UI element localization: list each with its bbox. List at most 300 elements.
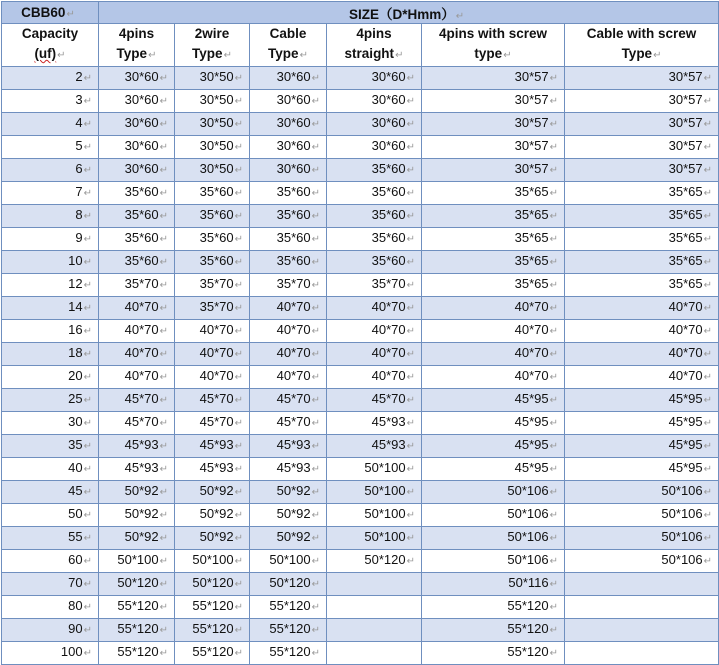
size-cell — [327, 228, 422, 251]
paragraph-mark-icon: ↵ — [311, 556, 320, 567]
model-cell — [2, 2, 99, 24]
paragraph-mark-icon: ↵ — [159, 395, 168, 406]
size-cell — [175, 389, 250, 412]
column-header-text: Type — [192, 46, 223, 61]
cell-value: 6 — [75, 161, 83, 176]
size-cell — [250, 228, 327, 251]
size-cell — [327, 642, 422, 665]
cell-value: 50*120 — [192, 575, 234, 590]
cell-value: 30 — [68, 414, 83, 429]
cell-value: 50*106 — [661, 506, 703, 521]
size-cell — [565, 182, 719, 205]
cell-value: 45 — [68, 483, 83, 498]
cell-value: 35*65 — [514, 253, 549, 268]
column-header-line2 — [424, 44, 562, 66]
capacity-cell — [2, 458, 99, 481]
size-cell — [327, 343, 422, 366]
paragraph-mark-icon: ↵ — [83, 533, 92, 544]
cell-value: 35*60 — [199, 230, 234, 245]
paragraph-mark-icon: ↵ — [159, 349, 168, 360]
size-cell — [250, 297, 327, 320]
column-header-line1: Cable with screw — [586, 26, 697, 41]
size-cell — [175, 136, 250, 159]
size-cell — [99, 642, 175, 665]
column-header-text: Type — [268, 46, 299, 61]
cell-value: 30*50 — [199, 115, 234, 130]
capacity-cell — [2, 228, 99, 251]
paragraph-mark-icon: ↵ — [159, 510, 168, 521]
paragraph-mark-icon: ↵ — [311, 372, 320, 383]
table-row — [2, 113, 719, 136]
cell-value: 45*93 — [124, 460, 159, 475]
cell-value: 50*92 — [276, 483, 311, 498]
size-cell — [565, 619, 719, 642]
size-cell — [99, 550, 175, 573]
cell-value: 45*93 — [371, 414, 406, 429]
size-cell — [99, 297, 175, 320]
paragraph-mark-icon: ↵ — [234, 418, 243, 429]
size-cell — [99, 596, 175, 619]
paragraph-mark-icon: ↵ — [703, 418, 713, 429]
size-cell — [422, 136, 565, 159]
cell-value: 40*70 — [668, 322, 703, 337]
capacity-cell — [2, 343, 99, 366]
cell-value: 35*60 — [124, 184, 159, 199]
paragraph-mark-icon: ↵ — [159, 648, 168, 659]
paragraph-mark-icon: ↵ — [549, 510, 558, 521]
column-header-line2 — [177, 44, 247, 66]
cell-value: 35*65 — [668, 207, 703, 222]
capacity-cell — [2, 297, 99, 320]
paragraph-mark-icon: ↵ — [159, 234, 168, 245]
size-cell — [327, 90, 422, 113]
column-header-line1: 2wire — [194, 26, 230, 41]
column-header-line2 — [329, 44, 419, 66]
table-row — [2, 458, 719, 481]
paragraph-mark-icon: ↵ — [549, 464, 558, 475]
table-row — [2, 67, 719, 90]
cell-value: 45*95 — [514, 414, 549, 429]
cell-value: 50*92 — [124, 483, 159, 498]
cell-value: 30*57 — [514, 161, 549, 176]
cell-value: 45*70 — [199, 414, 234, 429]
size-cell — [99, 458, 175, 481]
paragraph-mark-icon: ↵ — [703, 119, 713, 130]
cell-value: 50*120 — [117, 575, 159, 590]
size-cell — [422, 389, 565, 412]
size-cell — [99, 481, 175, 504]
size-cell — [422, 320, 565, 343]
paragraph-mark-icon: ↵ — [406, 188, 415, 199]
size-cell — [422, 573, 565, 596]
size-cell — [565, 435, 719, 458]
size-cell — [175, 596, 250, 619]
model-label: CBB60 — [21, 5, 66, 20]
paragraph-mark-icon: ↵ — [83, 165, 92, 176]
paragraph-mark-icon: ↵ — [653, 50, 662, 61]
paragraph-mark-icon: ↵ — [159, 372, 168, 383]
paragraph-mark-icon: ↵ — [159, 418, 168, 429]
size-cell — [99, 435, 175, 458]
cell-value: 60 — [68, 552, 83, 567]
size-cell — [327, 136, 422, 159]
cell-value: 30*60 — [371, 92, 406, 107]
cell-value: 35*60 — [276, 253, 311, 268]
paragraph-mark-icon: ↵ — [549, 303, 558, 314]
paragraph-mark-icon: ↵ — [234, 441, 243, 452]
cell-value: 35*60 — [124, 230, 159, 245]
column-header-line2 — [252, 44, 324, 66]
paragraph-mark-icon: ↵ — [703, 142, 713, 153]
cell-value: 3 — [75, 92, 83, 107]
size-cell — [250, 159, 327, 182]
table-row — [2, 504, 719, 527]
table-row — [2, 573, 719, 596]
cell-value: 30*60 — [371, 115, 406, 130]
paragraph-mark-icon: ↵ — [406, 211, 415, 222]
cell-value: 35*60 — [371, 161, 406, 176]
capacity-cell — [2, 619, 99, 642]
cell-value: 35*70 — [371, 276, 406, 291]
size-cell — [327, 182, 422, 205]
paragraph-mark-icon: ↵ — [703, 533, 713, 544]
size-cell — [565, 274, 719, 297]
paragraph-mark-icon: ↵ — [406, 395, 415, 406]
paragraph-mark-icon: ↵ — [311, 280, 320, 291]
paragraph-mark-icon: ↵ — [503, 50, 512, 61]
cell-value: 30*50 — [199, 161, 234, 176]
size-cell — [565, 297, 719, 320]
paragraph-mark-icon: ↵ — [83, 625, 92, 636]
size-cell — [422, 90, 565, 113]
cell-value: 35*60 — [124, 253, 159, 268]
paragraph-mark-icon: ↵ — [311, 418, 320, 429]
paragraph-mark-icon: ↵ — [311, 188, 320, 199]
paragraph-mark-icon: ↵ — [406, 556, 415, 567]
size-cell — [422, 619, 565, 642]
paragraph-mark-icon: ↵ — [83, 464, 92, 475]
cell-value: 45*93 — [199, 437, 234, 452]
cell-value: 10 — [68, 253, 83, 268]
size-cell — [327, 297, 422, 320]
column-header-text: Type — [621, 46, 653, 61]
size-cell — [175, 274, 250, 297]
size-cell — [175, 90, 250, 113]
cell-value: 45*93 — [276, 460, 311, 475]
paragraph-mark-icon: ↵ — [549, 372, 558, 383]
paragraph-mark-icon: ↵ — [159, 326, 168, 337]
paragraph-mark-icon: ↵ — [83, 556, 92, 567]
cell-value: 45*70 — [124, 391, 159, 406]
paragraph-mark-icon: ↵ — [311, 533, 320, 544]
paragraph-mark-icon: ↵ — [703, 441, 713, 452]
cell-value: 55*120 — [269, 598, 311, 613]
table-row — [2, 366, 719, 389]
cell-value: 30*57 — [514, 92, 549, 107]
paragraph-mark-icon: ↵ — [406, 464, 415, 475]
paragraph-mark-icon: ↵ — [703, 510, 713, 521]
cell-value: 45*95 — [514, 437, 549, 452]
paragraph-mark-icon: ↵ — [311, 579, 320, 590]
paragraph-mark-icon: ↵ — [159, 579, 168, 590]
table-row — [2, 550, 719, 573]
paragraph-mark-icon: ↵ — [83, 119, 92, 130]
size-cell — [565, 90, 719, 113]
cell-value: 40*70 — [124, 345, 159, 360]
paragraph-mark-icon: ↵ — [83, 303, 92, 314]
column-header-line2 — [4, 44, 96, 66]
paragraph-mark-icon: ↵ — [703, 73, 713, 84]
size-cell — [327, 504, 422, 527]
column-header-text: straight — [344, 46, 395, 61]
column-header — [565, 24, 719, 67]
cell-value: 40*70 — [371, 368, 406, 383]
paragraph-mark-icon: ↵ — [406, 326, 415, 337]
cell-value: 55*120 — [269, 621, 311, 636]
cell-value: 30*60 — [276, 92, 311, 107]
size-cell — [250, 481, 327, 504]
paragraph-mark-icon: ↵ — [549, 119, 558, 130]
cell-value: 40*70 — [514, 345, 549, 360]
cell-value: 35*65 — [514, 230, 549, 245]
paragraph-mark-icon: ↵ — [549, 556, 558, 567]
paragraph-mark-icon: ↵ — [83, 441, 92, 452]
paragraph-mark-icon: ↵ — [311, 464, 320, 475]
cell-value: 35*65 — [514, 184, 549, 199]
cell-value: 30*50 — [199, 92, 234, 107]
size-cell — [327, 320, 422, 343]
paragraph-mark-icon: ↵ — [148, 50, 157, 61]
size-cell — [175, 159, 250, 182]
size-cell — [327, 596, 422, 619]
size-cell — [99, 274, 175, 297]
cell-value: 35*60 — [276, 207, 311, 222]
paragraph-mark-icon: ↵ — [234, 73, 243, 84]
cell-value: 55*120 — [507, 644, 549, 659]
cell-value: 40*70 — [514, 368, 549, 383]
table-row — [2, 297, 719, 320]
cell-value: 55*120 — [192, 598, 234, 613]
cell-value: 90 — [68, 621, 83, 636]
size-cell — [99, 228, 175, 251]
size-cell — [422, 274, 565, 297]
cell-value: 50*120 — [364, 552, 406, 567]
column-header — [250, 24, 327, 67]
cell-value: 35*60 — [276, 184, 311, 199]
paragraph-mark-icon: ↵ — [311, 96, 320, 107]
cell-value: 45*93 — [371, 437, 406, 452]
cell-value: 18 — [68, 345, 83, 360]
size-cell — [175, 205, 250, 228]
cell-value: 35 — [68, 437, 83, 452]
paragraph-mark-icon: ↵ — [549, 257, 558, 268]
paragraph-mark-icon: ↵ — [549, 533, 558, 544]
cell-value: 35*60 — [371, 207, 406, 222]
size-cell — [99, 67, 175, 90]
size-cell — [565, 504, 719, 527]
capacity-cell — [2, 136, 99, 159]
cell-value: 40*70 — [514, 299, 549, 314]
paragraph-mark-icon: ↵ — [234, 257, 243, 268]
cell-value: 35*60 — [371, 230, 406, 245]
paragraph-mark-icon: ↵ — [83, 648, 92, 659]
size-cell — [99, 182, 175, 205]
paragraph-mark-icon: ↵ — [703, 303, 713, 314]
column-header-line2 — [567, 44, 716, 66]
paragraph-mark-icon: ↵ — [159, 602, 168, 613]
paragraph-mark-icon: ↵ — [455, 10, 465, 22]
cell-value: 50*92 — [124, 529, 159, 544]
cell-value: 30*60 — [276, 138, 311, 153]
cell-value: 55*120 — [507, 621, 549, 636]
cell-value: 35*60 — [199, 184, 234, 199]
capacitor-size-table — [1, 1, 719, 665]
paragraph-mark-icon: ↵ — [703, 395, 713, 406]
capacity-cell — [2, 642, 99, 665]
cell-value: 80 — [68, 598, 83, 613]
cell-value: 30*60 — [124, 115, 159, 130]
paragraph-mark-icon: ↵ — [549, 648, 558, 659]
paragraph-mark-icon: ↵ — [83, 579, 92, 590]
cell-value: 35*70 — [199, 276, 234, 291]
paragraph-mark-icon: ↵ — [159, 211, 168, 222]
cell-value: 45*70 — [276, 414, 311, 429]
paragraph-mark-icon: ↵ — [311, 395, 320, 406]
paragraph-mark-icon: ↵ — [395, 50, 404, 61]
cell-value: 50*116 — [508, 575, 549, 590]
size-cell — [422, 182, 565, 205]
capacity-cell — [2, 113, 99, 136]
paragraph-mark-icon: ↵ — [311, 648, 320, 659]
paragraph-mark-icon: ↵ — [311, 602, 320, 613]
cell-value: 40*70 — [668, 345, 703, 360]
column-header-text: (uf) — [34, 46, 57, 61]
capacity-cell — [2, 274, 99, 297]
size-cell — [250, 527, 327, 550]
capacity-cell — [2, 412, 99, 435]
size-cell — [250, 412, 327, 435]
size-cell — [565, 458, 719, 481]
size-cell — [175, 550, 250, 573]
size-cell — [327, 527, 422, 550]
size-cell — [327, 67, 422, 90]
cell-value: 35*65 — [514, 207, 549, 222]
paragraph-mark-icon: ↵ — [549, 165, 558, 176]
cell-value: 30*57 — [668, 115, 703, 130]
cell-value: 40*70 — [371, 322, 406, 337]
cell-value: 45*93 — [124, 437, 159, 452]
paragraph-mark-icon: ↵ — [159, 487, 168, 498]
size-cell — [565, 228, 719, 251]
cell-value: 35*60 — [371, 184, 406, 199]
size-cell — [175, 458, 250, 481]
paragraph-mark-icon: ↵ — [299, 50, 308, 61]
cell-value: 40*70 — [668, 368, 703, 383]
capacity-cell — [2, 389, 99, 412]
size-cell — [99, 90, 175, 113]
cell-value: 45*95 — [668, 414, 703, 429]
paragraph-mark-icon: ↵ — [549, 602, 558, 613]
size-cell — [250, 596, 327, 619]
cell-value: 50*100 — [269, 552, 311, 567]
paragraph-mark-icon: ↵ — [549, 418, 558, 429]
cell-value: 35*65 — [668, 230, 703, 245]
cell-value: 50*106 — [661, 552, 703, 567]
size-cell — [175, 343, 250, 366]
paragraph-mark-icon: ↵ — [703, 349, 713, 360]
size-cell — [565, 320, 719, 343]
cell-value: 50*100 — [192, 552, 234, 567]
paragraph-mark-icon: ↵ — [159, 441, 168, 452]
table-body — [2, 67, 719, 665]
paragraph-mark-icon: ↵ — [83, 73, 92, 84]
paragraph-mark-icon: ↵ — [234, 533, 243, 544]
paragraph-mark-icon: ↵ — [703, 234, 713, 245]
cell-value: 30*57 — [668, 138, 703, 153]
paragraph-mark-icon: ↵ — [406, 487, 415, 498]
column-header-line1: Capacity — [21, 26, 79, 41]
paragraph-mark-icon: ↵ — [83, 280, 92, 291]
paragraph-mark-icon: ↵ — [159, 119, 168, 130]
paragraph-mark-icon: ↵ — [549, 349, 558, 360]
table-row — [2, 642, 719, 665]
cell-value: 50*92 — [199, 529, 234, 544]
size-cell — [422, 228, 565, 251]
size-cell — [250, 458, 327, 481]
size-cell — [99, 251, 175, 274]
paragraph-mark-icon: ↵ — [159, 96, 168, 107]
capacity-cell — [2, 159, 99, 182]
cell-value: 40*70 — [276, 322, 311, 337]
size-cell — [250, 136, 327, 159]
paragraph-mark-icon: ↵ — [83, 188, 92, 199]
size-cell — [327, 573, 422, 596]
size-cell — [99, 573, 175, 596]
cell-value: 30*60 — [371, 69, 406, 84]
paragraph-mark-icon: ↵ — [703, 372, 713, 383]
cell-value: 40 — [68, 460, 83, 475]
table-row — [2, 596, 719, 619]
cell-value: 30*57 — [514, 138, 549, 153]
cell-value: 45*95 — [668, 391, 703, 406]
paragraph-mark-icon: ↵ — [83, 142, 92, 153]
size-cell — [422, 481, 565, 504]
size-cell — [422, 113, 565, 136]
size-cell — [99, 343, 175, 366]
paragraph-mark-icon: ↵ — [311, 487, 320, 498]
cell-value: 55*120 — [117, 621, 159, 636]
size-cell — [99, 412, 175, 435]
size-cell — [99, 113, 175, 136]
column-header-line1: Cable — [269, 26, 307, 41]
column-header-text: Type — [116, 46, 148, 61]
paragraph-mark-icon: ↵ — [234, 464, 243, 475]
cell-value: 30*60 — [276, 69, 311, 84]
size-cell — [175, 251, 250, 274]
paragraph-mark-icon: ↵ — [406, 510, 415, 521]
size-cell — [422, 297, 565, 320]
cell-value: 30*60 — [371, 138, 406, 153]
paragraph-mark-icon: ↵ — [234, 602, 243, 613]
table-row — [2, 205, 719, 228]
table-row — [2, 274, 719, 297]
cell-value: 30*60 — [124, 138, 159, 153]
size-cell — [565, 136, 719, 159]
size-cell — [250, 90, 327, 113]
size-cell — [250, 389, 327, 412]
column-header — [175, 24, 250, 67]
column-header-line2 — [101, 44, 172, 66]
